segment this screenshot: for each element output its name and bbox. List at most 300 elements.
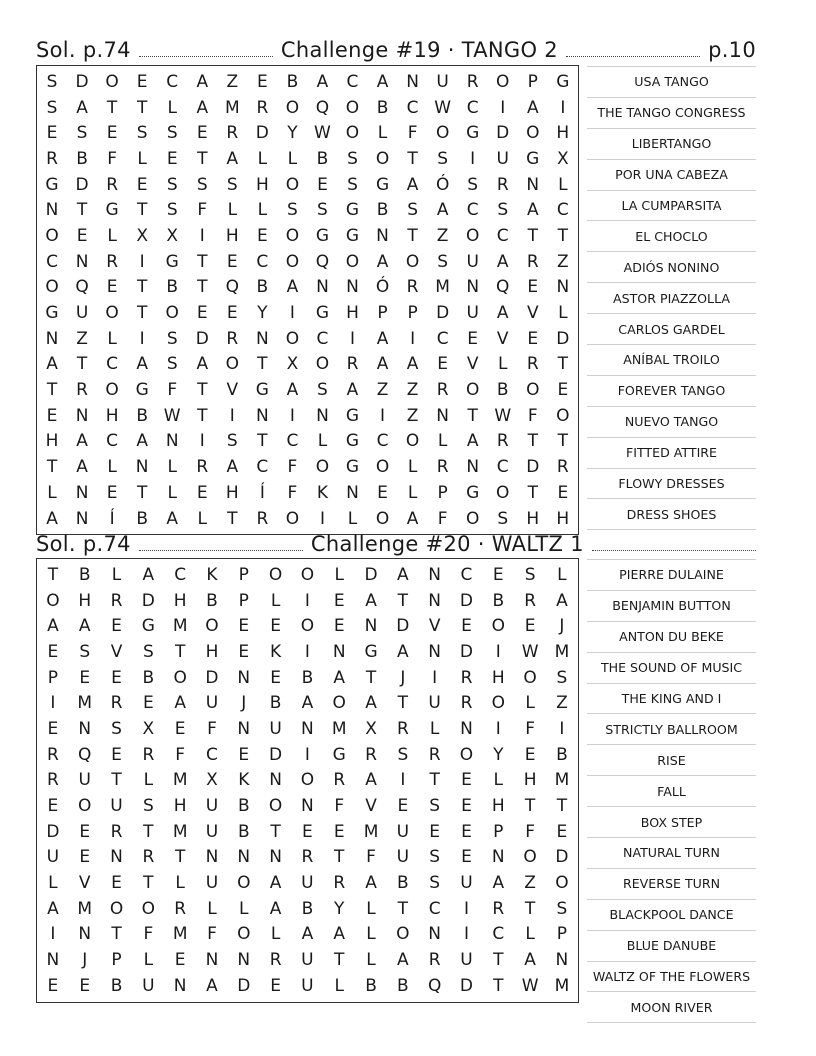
grid-letter[interactable]: C bbox=[496, 457, 509, 478]
grid-letter[interactable]: E bbox=[333, 821, 345, 842]
grid-letter[interactable]: Q bbox=[78, 744, 92, 765]
grid-letter[interactable]: L bbox=[317, 431, 328, 452]
grid-letter[interactable]: N bbox=[301, 796, 314, 817]
grid-letter[interactable]: N bbox=[165, 431, 179, 452]
grid-letter[interactable]: D bbox=[526, 457, 540, 478]
grid-letter[interactable]: E bbox=[196, 303, 208, 324]
grid-letter[interactable]: R bbox=[396, 718, 409, 739]
grid-letter[interactable]: G bbox=[332, 744, 346, 765]
grid-letter[interactable]: A bbox=[333, 924, 346, 945]
grid-letter[interactable]: F bbox=[366, 847, 376, 868]
grid-letter[interactable]: E bbox=[47, 975, 59, 996]
grid-letter[interactable]: H bbox=[255, 174, 269, 195]
grid-letter[interactable]: R bbox=[492, 898, 505, 919]
grid-letter[interactable]: N bbox=[75, 482, 89, 503]
grid-letter[interactable]: N bbox=[406, 71, 419, 92]
grid-letter[interactable]: A bbox=[78, 616, 91, 637]
grid-letter[interactable]: G bbox=[345, 200, 360, 221]
grid-letter[interactable]: L bbox=[107, 225, 117, 246]
grid-letter[interactable]: I bbox=[432, 667, 438, 688]
grid-letter[interactable]: E bbox=[226, 251, 238, 272]
grid-letter[interactable]: N bbox=[436, 405, 449, 426]
grid-letter[interactable]: E bbox=[106, 123, 118, 144]
grid-letter[interactable]: F bbox=[143, 924, 154, 945]
grid-letter[interactable]: E bbox=[79, 975, 91, 996]
grid-letter[interactable]: G bbox=[45, 174, 59, 195]
grid-letter[interactable]: M bbox=[363, 821, 379, 842]
grid-letter[interactable]: G bbox=[364, 641, 378, 662]
grid-letter[interactable]: O bbox=[205, 616, 219, 637]
grid-letter[interactable]: Z bbox=[524, 873, 536, 894]
grid-letter[interactable]: F bbox=[287, 457, 298, 478]
grid-letter[interactable]: R bbox=[428, 744, 441, 765]
grid-letter[interactable]: N bbox=[301, 718, 314, 739]
grid-letter[interactable]: G bbox=[255, 380, 269, 401]
grid-letter[interactable]: U bbox=[205, 821, 219, 842]
grid-letter[interactable]: S bbox=[111, 718, 122, 739]
grid-letter[interactable]: S bbox=[347, 148, 358, 169]
grid-letter[interactable]: E bbox=[461, 770, 472, 791]
grid-letter[interactable]: L bbox=[47, 482, 57, 503]
grid-letter[interactable]: M bbox=[554, 770, 570, 791]
grid-letter[interactable]: R bbox=[106, 251, 119, 272]
grid-letter[interactable]: A bbox=[365, 770, 377, 791]
grid-letter[interactable]: H bbox=[491, 796, 505, 817]
grid-letter[interactable]: A bbox=[556, 590, 568, 611]
grid-letter[interactable]: T bbox=[47, 564, 59, 585]
grid-letter[interactable]: T bbox=[334, 847, 345, 868]
grid-letter[interactable]: R bbox=[346, 354, 359, 375]
grid-letter[interactable]: U bbox=[396, 847, 410, 868]
grid-letter[interactable]: A bbox=[406, 508, 419, 529]
grid-letter[interactable]: E bbox=[238, 744, 250, 765]
grid-letter[interactable]: D bbox=[141, 590, 155, 611]
grid-letter[interactable]: P bbox=[238, 590, 249, 611]
grid-letter[interactable]: X bbox=[365, 718, 377, 739]
grid-letter[interactable]: E bbox=[79, 667, 91, 688]
grid-letter[interactable]: Z bbox=[556, 693, 568, 714]
grid-letter[interactable]: H bbox=[556, 123, 570, 144]
grid-letter[interactable]: H bbox=[78, 590, 92, 611]
grid-letter[interactable]: T bbox=[136, 97, 148, 118]
grid-letter[interactable]: Z bbox=[556, 251, 569, 272]
grid-letter[interactable]: C bbox=[466, 97, 479, 118]
grid-letter[interactable]: T bbox=[407, 148, 418, 169]
grid-letter[interactable]: N bbox=[237, 718, 251, 739]
grid-letter[interactable]: B bbox=[397, 873, 409, 894]
grid-letter[interactable]: F bbox=[527, 405, 538, 426]
grid-letter[interactable]: L bbox=[525, 693, 535, 714]
grid-letter[interactable]: G bbox=[526, 148, 540, 169]
grid-letter[interactable]: O bbox=[523, 667, 537, 688]
grid-letter[interactable]: I bbox=[50, 693, 56, 714]
grid-letter[interactable]: C bbox=[106, 431, 119, 452]
grid-letter[interactable]: A bbox=[333, 667, 346, 688]
grid-letter[interactable]: N bbox=[78, 924, 92, 945]
grid-letter[interactable]: R bbox=[142, 847, 155, 868]
grid-letter[interactable]: O bbox=[78, 796, 92, 817]
grid-letter[interactable]: E bbox=[79, 847, 91, 868]
grid-letter[interactable]: F bbox=[437, 508, 448, 529]
grid-letter[interactable]: N bbox=[460, 718, 473, 739]
grid-letter[interactable]: O bbox=[465, 380, 480, 401]
grid-letter[interactable]: E bbox=[76, 225, 88, 246]
grid-letter[interactable]: B bbox=[376, 97, 389, 118]
grid-letter[interactable]: T bbox=[197, 380, 208, 401]
grid-letter[interactable]: B bbox=[556, 744, 568, 765]
grid-letter[interactable]: D bbox=[75, 174, 89, 195]
grid-letter[interactable]: N bbox=[491, 847, 505, 868]
grid-letter[interactable]: A bbox=[466, 431, 479, 452]
grid-letter[interactable]: U bbox=[269, 718, 282, 739]
grid-letter[interactable]: O bbox=[285, 225, 300, 246]
grid-letter[interactable]: S bbox=[46, 71, 58, 92]
grid-letter[interactable]: E bbox=[47, 796, 59, 817]
grid-letter[interactable]: L bbox=[366, 924, 376, 945]
grid-letter[interactable]: T bbox=[527, 225, 538, 246]
grid-letter[interactable]: E bbox=[270, 616, 281, 637]
grid-letter[interactable]: F bbox=[167, 380, 178, 401]
grid-letter[interactable]: A bbox=[136, 431, 148, 452]
grid-letter[interactable]: W bbox=[434, 97, 452, 118]
grid-letter[interactable]: H bbox=[346, 303, 359, 324]
grid-letter[interactable]: G bbox=[556, 71, 570, 92]
grid-letter[interactable]: A bbox=[174, 693, 186, 714]
grid-letter[interactable]: D bbox=[195, 328, 209, 349]
grid-letter[interactable]: L bbox=[107, 457, 117, 478]
grid-letter[interactable]: X bbox=[206, 770, 218, 791]
grid-letter[interactable]: O bbox=[491, 616, 505, 637]
grid-letter[interactable]: O bbox=[237, 873, 251, 894]
grid-letter[interactable]: A bbox=[269, 898, 282, 919]
grid-letter[interactable]: Q bbox=[225, 277, 239, 298]
grid-letter[interactable]: B bbox=[301, 898, 314, 919]
grid-letter[interactable]: S bbox=[429, 873, 441, 894]
grid-letter[interactable]: A bbox=[76, 431, 88, 452]
grid-letter[interactable]: L bbox=[407, 482, 418, 503]
grid-letter[interactable]: O bbox=[332, 693, 346, 714]
grid-letter[interactable]: W bbox=[494, 405, 512, 426]
grid-letter[interactable]: C bbox=[166, 71, 179, 92]
grid-letter[interactable]: A bbox=[526, 200, 539, 221]
grid-letter[interactable]: X bbox=[286, 354, 299, 375]
grid-letter[interactable]: G bbox=[45, 303, 59, 324]
grid-letter[interactable]: B bbox=[301, 667, 314, 688]
grid-letter[interactable]: J bbox=[82, 950, 88, 971]
grid-letter[interactable]: M bbox=[224, 97, 240, 118]
grid-letter[interactable]: E bbox=[556, 821, 568, 842]
grid-letter[interactable]: S bbox=[467, 174, 479, 195]
grid-letter[interactable]: U bbox=[110, 796, 123, 817]
grid-letter[interactable]: R bbox=[436, 457, 449, 478]
grid-letter[interactable]: O bbox=[105, 71, 119, 92]
grid-letter[interactable]: I bbox=[495, 641, 501, 662]
grid-letter[interactable]: A bbox=[269, 873, 282, 894]
grid-letter[interactable]: T bbox=[143, 873, 154, 894]
grid-letter[interactable]: L bbox=[48, 873, 58, 894]
grid-letter[interactable]: R bbox=[174, 898, 187, 919]
grid-letter[interactable]: L bbox=[227, 200, 238, 221]
grid-letter[interactable]: T bbox=[557, 225, 569, 246]
grid-letter[interactable]: S bbox=[76, 123, 88, 144]
grid-letter[interactable]: C bbox=[206, 744, 218, 765]
grid-letter[interactable]: Z bbox=[436, 225, 449, 246]
grid-letter[interactable]: Y bbox=[287, 123, 298, 144]
grid-letter[interactable]: A bbox=[286, 277, 299, 298]
grid-letter[interactable]: Q bbox=[315, 251, 330, 272]
grid-letter[interactable]: L bbox=[437, 431, 448, 452]
grid-letter[interactable]: T bbox=[270, 821, 281, 842]
grid-letter[interactable]: M bbox=[554, 641, 570, 662]
grid-letter[interactable]: E bbox=[256, 225, 268, 246]
grid-letter[interactable]: Z bbox=[226, 71, 239, 92]
grid-letter[interactable]: I bbox=[410, 328, 416, 349]
grid-letter[interactable]: O bbox=[300, 770, 315, 791]
grid-letter[interactable]: R bbox=[256, 97, 269, 118]
grid-letter[interactable]: L bbox=[270, 590, 281, 611]
grid-letter[interactable]: J bbox=[400, 667, 406, 688]
grid-letter[interactable]: L bbox=[366, 950, 376, 971]
grid-letter[interactable]: S bbox=[166, 200, 178, 221]
grid-letter[interactable]: B bbox=[316, 148, 329, 169]
grid-letter[interactable]: M bbox=[331, 718, 347, 739]
grid-letter[interactable]: O bbox=[405, 251, 420, 272]
grid-letter[interactable]: T bbox=[397, 693, 409, 714]
grid-letter[interactable]: A bbox=[316, 71, 329, 92]
grid-letter[interactable]: P bbox=[111, 950, 122, 971]
grid-letter[interactable]: C bbox=[406, 97, 419, 118]
grid-letter[interactable]: Ó bbox=[435, 174, 450, 195]
grid-letter[interactable]: T bbox=[46, 457, 58, 478]
grid-letter[interactable]: E bbox=[196, 123, 208, 144]
grid-letter[interactable]: G bbox=[315, 225, 330, 246]
grid-letter[interactable]: U bbox=[205, 693, 219, 714]
grid-letter[interactable]: Y bbox=[257, 303, 268, 324]
grid-letter[interactable]: E bbox=[196, 482, 208, 503]
grid-letter[interactable]: O bbox=[285, 174, 300, 195]
grid-letter[interactable]: E bbox=[166, 148, 178, 169]
grid-letter[interactable]: C bbox=[346, 71, 359, 92]
grid-letter[interactable]: A bbox=[46, 508, 58, 529]
grid-letter[interactable]: E bbox=[429, 821, 441, 842]
grid-letter[interactable]: T bbox=[257, 354, 268, 375]
grid-letter[interactable]: N bbox=[346, 482, 359, 503]
grid-letter[interactable]: P bbox=[377, 303, 388, 324]
grid-letter[interactable]: T bbox=[524, 796, 536, 817]
grid-letter[interactable]: A bbox=[196, 71, 209, 92]
grid-letter[interactable]: O bbox=[465, 508, 480, 529]
grid-letter[interactable]: R bbox=[526, 251, 539, 272]
grid-letter[interactable]: H bbox=[45, 431, 59, 452]
grid-letter[interactable]: E bbox=[79, 821, 91, 842]
grid-letter[interactable]: E bbox=[47, 641, 59, 662]
grid-letter[interactable]: A bbox=[397, 564, 409, 585]
grid-letter[interactable]: R bbox=[333, 770, 346, 791]
grid-letter[interactable]: A bbox=[376, 71, 389, 92]
grid-letter[interactable]: N bbox=[332, 641, 346, 662]
grid-letter[interactable]: O bbox=[105, 303, 119, 324]
grid-letter[interactable]: W bbox=[163, 405, 181, 426]
grid-letter[interactable]: U bbox=[205, 873, 219, 894]
grid-letter[interactable]: B bbox=[166, 277, 179, 298]
grid-letter[interactable]: R bbox=[226, 123, 239, 144]
grid-letter[interactable]: S bbox=[166, 354, 178, 375]
grid-letter[interactable]: A bbox=[376, 354, 389, 375]
grid-letter[interactable]: T bbox=[365, 667, 377, 688]
grid-letter[interactable]: N bbox=[255, 328, 269, 349]
grid-letter[interactable]: R bbox=[496, 431, 509, 452]
grid-letter[interactable]: L bbox=[287, 148, 298, 169]
grid-letter[interactable]: U bbox=[466, 251, 479, 272]
grid-letter[interactable]: A bbox=[397, 950, 409, 971]
grid-letter[interactable]: S bbox=[166, 328, 178, 349]
grid-letter[interactable]: D bbox=[255, 123, 269, 144]
grid-letter[interactable]: E bbox=[461, 821, 472, 842]
grid-letter[interactable]: E bbox=[557, 380, 569, 401]
grid-letter[interactable]: N bbox=[46, 950, 60, 971]
grid-letter[interactable]: T bbox=[174, 847, 186, 868]
grid-letter[interactable]: S bbox=[347, 174, 358, 195]
grid-letter[interactable]: B bbox=[496, 380, 509, 401]
grid-letter[interactable]: A bbox=[206, 975, 218, 996]
grid-letter[interactable]: X bbox=[136, 225, 148, 246]
grid-letter[interactable]: I bbox=[199, 431, 205, 452]
grid-letter[interactable]: N bbox=[428, 924, 442, 945]
grid-letter[interactable]: T bbox=[197, 148, 208, 169]
grid-letter[interactable]: O bbox=[237, 924, 251, 945]
grid-letter[interactable]: Ó bbox=[375, 277, 390, 298]
grid-letter[interactable]: W bbox=[521, 641, 539, 662]
grid-letter[interactable]: O bbox=[435, 123, 450, 144]
grid-letter[interactable]: P bbox=[493, 821, 504, 842]
grid-letter[interactable]: U bbox=[301, 873, 314, 894]
grid-letter[interactable]: T bbox=[76, 354, 88, 375]
grid-letter[interactable]: E bbox=[111, 873, 122, 894]
grid-letter[interactable]: F bbox=[525, 821, 535, 842]
grid-letter[interactable]: Q bbox=[315, 97, 330, 118]
grid-letter[interactable]: A bbox=[406, 174, 419, 195]
grid-letter[interactable]: G bbox=[135, 380, 149, 401]
grid-letter[interactable]: B bbox=[136, 508, 148, 529]
grid-letter[interactable]: N bbox=[466, 277, 480, 298]
grid-letter[interactable]: Z bbox=[376, 380, 389, 401]
grid-letter[interactable]: R bbox=[301, 847, 314, 868]
grid-letter[interactable]: N bbox=[75, 508, 89, 529]
grid-letter[interactable]: A bbox=[376, 251, 389, 272]
grid-letter[interactable]: L bbox=[111, 564, 122, 585]
grid-letter[interactable]: R bbox=[47, 744, 59, 765]
grid-letter[interactable]: T bbox=[136, 303, 148, 324]
grid-letter[interactable]: S bbox=[407, 200, 418, 221]
grid-letter[interactable]: S bbox=[142, 796, 154, 817]
grid-letter[interactable]: L bbox=[239, 898, 249, 919]
grid-letter[interactable]: D bbox=[436, 303, 450, 324]
grid-letter[interactable]: E bbox=[461, 616, 472, 637]
grid-letter[interactable]: E bbox=[270, 667, 281, 688]
grid-letter[interactable]: G bbox=[165, 251, 179, 272]
grid-letter[interactable]: O bbox=[165, 303, 179, 324]
grid-letter[interactable]: B bbox=[78, 564, 91, 585]
grid-letter[interactable]: F bbox=[525, 718, 535, 739]
grid-letter[interactable]: H bbox=[526, 508, 540, 529]
grid-letter[interactable]: N bbox=[364, 616, 378, 637]
grid-letter[interactable]: B bbox=[492, 590, 505, 611]
grid-letter[interactable]: A bbox=[397, 641, 409, 662]
grid-letter[interactable]: S bbox=[287, 200, 298, 221]
grid-letter[interactable]: G bbox=[466, 123, 480, 144]
grid-letter[interactable]: T bbox=[46, 380, 58, 401]
grid-letter[interactable]: M bbox=[172, 821, 188, 842]
grid-letter[interactable]: U bbox=[142, 975, 155, 996]
grid-letter[interactable]: B bbox=[237, 796, 250, 817]
grid-letter[interactable]: S bbox=[437, 251, 449, 272]
grid-letter[interactable]: N bbox=[237, 847, 251, 868]
grid-letter[interactable]: T bbox=[397, 590, 409, 611]
grid-letter[interactable]: M bbox=[435, 277, 450, 298]
grid-letter[interactable]: E bbox=[557, 482, 569, 503]
grid-letter[interactable]: T bbox=[197, 251, 208, 272]
grid-letter[interactable]: O bbox=[375, 508, 390, 529]
grid-letter[interactable]: L bbox=[107, 328, 117, 349]
grid-letter[interactable]: N bbox=[205, 847, 219, 868]
grid-letter[interactable]: N bbox=[316, 277, 329, 298]
grid-letter[interactable]: C bbox=[256, 251, 269, 272]
grid-letter[interactable]: D bbox=[459, 975, 474, 996]
grid-letter[interactable]: V bbox=[526, 303, 539, 324]
grid-letter[interactable]: E bbox=[174, 718, 186, 739]
grid-letter[interactable]: S bbox=[196, 174, 208, 195]
grid-letter[interactable]: Z bbox=[406, 405, 419, 426]
grid-letter[interactable]: B bbox=[206, 590, 218, 611]
grid-letter[interactable]: E bbox=[524, 744, 536, 765]
grid-letter[interactable]: R bbox=[466, 71, 479, 92]
grid-letter[interactable]: O bbox=[526, 123, 540, 144]
grid-letter[interactable]: O bbox=[141, 898, 156, 919]
grid-letter[interactable]: R bbox=[142, 744, 155, 765]
grid-letter[interactable]: O bbox=[285, 97, 300, 118]
grid-letter[interactable]: G bbox=[375, 174, 390, 195]
grid-letter[interactable]: L bbox=[429, 718, 440, 739]
grid-letter[interactable]: R bbox=[47, 770, 59, 791]
grid-letter[interactable]: V bbox=[226, 380, 239, 401]
grid-letter[interactable]: U bbox=[436, 71, 449, 92]
grid-letter[interactable]: T bbox=[136, 277, 148, 298]
grid-letter[interactable]: O bbox=[465, 225, 480, 246]
grid-letter[interactable]: E bbox=[467, 328, 479, 349]
grid-letter[interactable]: Q bbox=[427, 975, 442, 996]
grid-letter[interactable]: O bbox=[345, 97, 360, 118]
grid-letter[interactable]: P bbox=[407, 303, 418, 324]
grid-letter[interactable]: X bbox=[142, 718, 155, 739]
grid-letter[interactable]: N bbox=[316, 405, 329, 426]
grid-letter[interactable]: E bbox=[47, 718, 59, 739]
grid-letter[interactable]: B bbox=[269, 693, 282, 714]
grid-letter[interactable]: G bbox=[105, 200, 119, 221]
grid-letter[interactable]: U bbox=[460, 950, 473, 971]
grid-letter[interactable]: A bbox=[196, 354, 209, 375]
grid-letter[interactable]: B bbox=[136, 405, 148, 426]
grid-letter[interactable]: L bbox=[175, 873, 185, 894]
grid-letter[interactable]: I bbox=[50, 924, 56, 945]
grid-letter[interactable]: B bbox=[110, 975, 123, 996]
grid-letter[interactable]: C bbox=[316, 328, 329, 349]
grid-letter[interactable]: G bbox=[466, 482, 480, 503]
grid-letter[interactable]: O bbox=[173, 667, 187, 688]
grid-letter[interactable]: O bbox=[268, 564, 283, 585]
grid-letter[interactable]: T bbox=[407, 225, 418, 246]
grid-letter[interactable]: G bbox=[345, 457, 360, 478]
grid-letter[interactable]: O bbox=[46, 590, 60, 611]
